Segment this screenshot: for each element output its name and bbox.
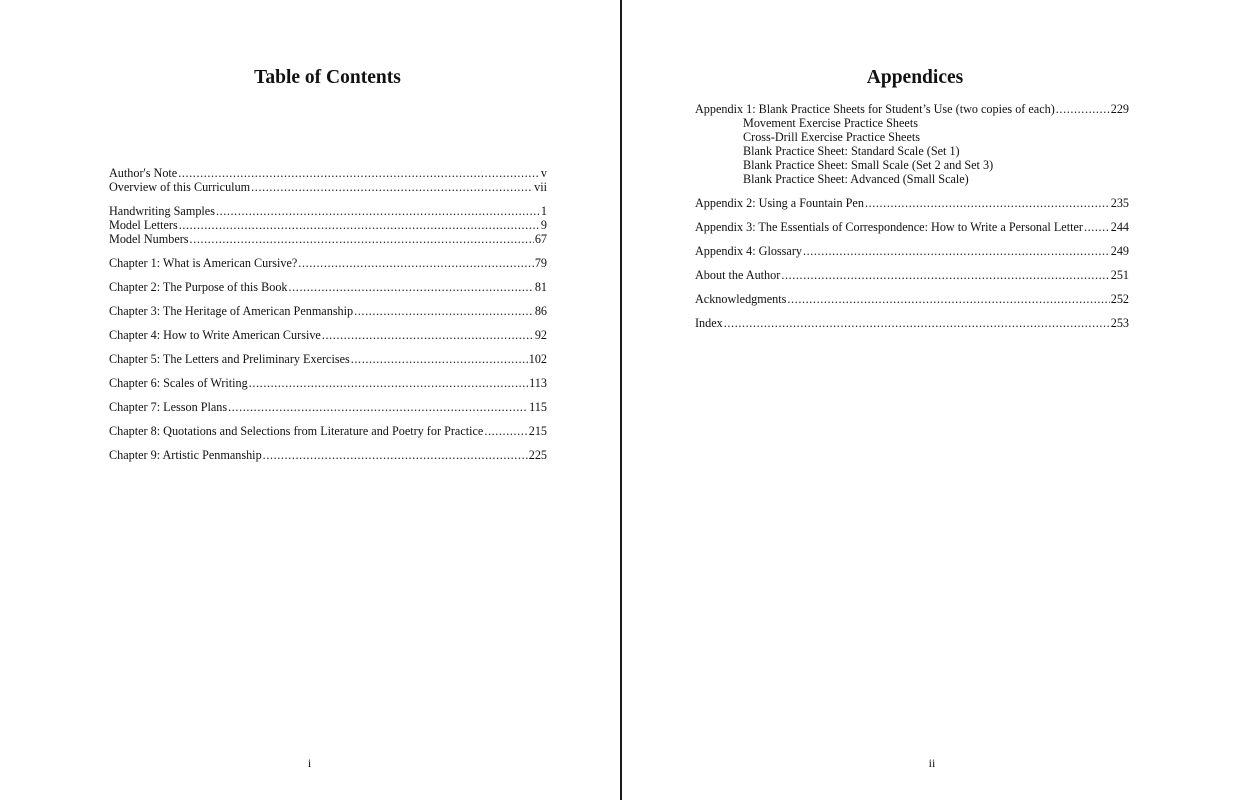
toc-entry-label: About the Author [695,268,781,282]
toc-entry-label: Chapter 8: Quotations and Selections from Literature and Poetry for Practice [109,424,484,438]
toc-group [109,376,547,390]
toc-entry-label: Handwriting Samples [109,204,215,218]
dot-leader [787,292,1109,306]
dot-leader [322,328,534,342]
right-page [622,0,1241,800]
dot-leader [263,448,528,462]
toc-entry-label: Appendix 1: Blank Practice Sheets for Student’s Use (two copies of each) [695,102,1055,116]
dot-leader [190,232,534,246]
toc-entry-label: Appendix 4: Glossary [695,244,802,258]
toc-entry-label: Chapter 5: The Letters and Preliminary Exercises [109,352,350,366]
dot-leader [1084,220,1110,234]
dot-leader [178,166,540,180]
toc-group [109,304,547,318]
toc-entry-label: Chapter 2: The Purpose of this Book [109,280,288,294]
toc-entry [109,376,547,390]
page-number: ii [928,756,936,770]
toc-entry-page: 244 [1110,220,1129,234]
dot-leader [251,180,533,194]
toc-entry-page: 102 [528,352,547,366]
left-page [0,0,620,800]
toc-group [109,400,547,414]
toc-group [695,220,1129,234]
page-number: i [307,756,312,770]
dot-leader [1056,102,1110,116]
toc-entry [109,424,547,438]
toc-entry-label: Author's Note [109,166,178,180]
page-title: Appendices [866,67,964,88]
toc-entry-page: 92 [534,328,547,342]
toc-group [695,292,1129,306]
toc-entry [109,204,547,218]
toc-sub-entry: Blank Practice Sheet: Small Scale (Set 2 and Set 3) [743,158,994,172]
toc-entry-label: Model Letters [109,218,178,232]
toc-entry-label: Chapter 3: The Heritage of American Penmanship [109,304,354,318]
toc-entry [109,280,547,294]
toc-sub-entry: Cross-Drill Exercise Practice Sheets [743,130,921,144]
toc-entry-label: Chapter 6: Scales of Writing [109,376,248,390]
toc-entry [109,166,547,180]
toc-entry-label: Chapter 4: How to Write American Cursive [109,328,321,342]
dot-leader [179,218,540,232]
toc-sub-entry: Blank Practice Sheet: Standard Scale (Set 1) [743,144,960,158]
toc-entry-label: Model Numbers [109,232,189,246]
toc-entry [695,268,1129,282]
toc-entry-page: 9 [540,218,547,232]
dot-leader [351,352,528,366]
toc-entry-label: Index [695,316,723,330]
toc-entry-label: Overview of this Curriculum [109,180,251,194]
toc-entry-label: Appendix 3: The Essentials of Correspondence: How to Write a Personal Letter [695,220,1083,234]
appendices-list [695,102,1129,330]
toc-entry [109,256,547,270]
toc-entry [695,102,1129,116]
toc-entry-page: 249 [1110,244,1129,258]
toc-group [695,196,1129,210]
dot-leader [865,196,1110,210]
toc-entry-page: v [540,166,547,180]
toc-entry [109,400,547,414]
toc-group [109,424,547,438]
toc-group [695,316,1129,330]
dot-leader [249,376,528,390]
toc-entry [109,448,547,462]
toc-entry-label: Acknowledgments [695,292,787,306]
toc-entry [109,180,547,194]
toc-entry-page: 251 [1110,268,1129,282]
toc-entry-page: 113 [529,376,547,390]
toc-entry [109,328,547,342]
page-title: Table of Contents [254,67,401,88]
toc-entry-page: 115 [529,400,547,414]
toc-sub-entry: Blank Practice Sheet: Advanced (Small Scale) [743,172,969,186]
toc-entry [695,220,1129,234]
toc-group [695,102,1129,186]
toc-group [109,352,547,366]
toc-entry-label: Appendix 2: Using a Fountain Pen [695,196,864,210]
toc-sub-list [695,116,1129,186]
dot-leader [803,244,1110,258]
toc-entry-page: 67 [534,232,547,246]
dot-leader [228,400,528,414]
toc-entry-page: 225 [528,448,547,462]
toc-entry [109,304,547,318]
toc-entry-page: 235 [1110,196,1129,210]
dot-leader [289,280,534,294]
toc-group [109,280,547,294]
toc-group [109,448,547,462]
table-of-contents-list [109,166,547,462]
toc-entry-label: Chapter 1: What is American Cursive? [109,256,298,270]
dot-leader [724,316,1110,330]
toc-entry [695,244,1129,258]
dot-leader [216,204,540,218]
toc-entry [109,232,547,246]
toc-entry-page: 229 [1110,102,1129,116]
dot-leader [298,256,534,270]
toc-group [109,328,547,342]
toc-entry-page: 79 [534,256,547,270]
toc-entry [695,292,1129,306]
toc-entry [109,218,547,232]
dot-leader [354,304,534,318]
toc-entry-page: vii [534,180,547,194]
dot-leader [781,268,1109,282]
toc-entry-label: Chapter 7: Lesson Plans [109,400,228,414]
toc-entry-page: 86 [534,304,547,318]
toc-sub-entry: Movement Exercise Practice Sheets [743,116,918,130]
toc-group [109,204,547,246]
toc-entry-page: 81 [534,280,547,294]
toc-entry-label: Chapter 9: Artistic Penmanship [109,448,262,462]
toc-entry-page: 215 [528,424,547,438]
toc-entry [695,196,1129,210]
toc-group [695,268,1129,282]
toc-entry-page: 253 [1110,316,1129,330]
toc-entry-page: 252 [1110,292,1129,306]
toc-group [109,166,547,194]
toc-group [109,256,547,270]
toc-group [695,244,1129,258]
toc-entry [695,316,1129,330]
toc-entry [109,352,547,366]
dot-leader [484,424,527,438]
toc-entry-page: 1 [540,204,547,218]
